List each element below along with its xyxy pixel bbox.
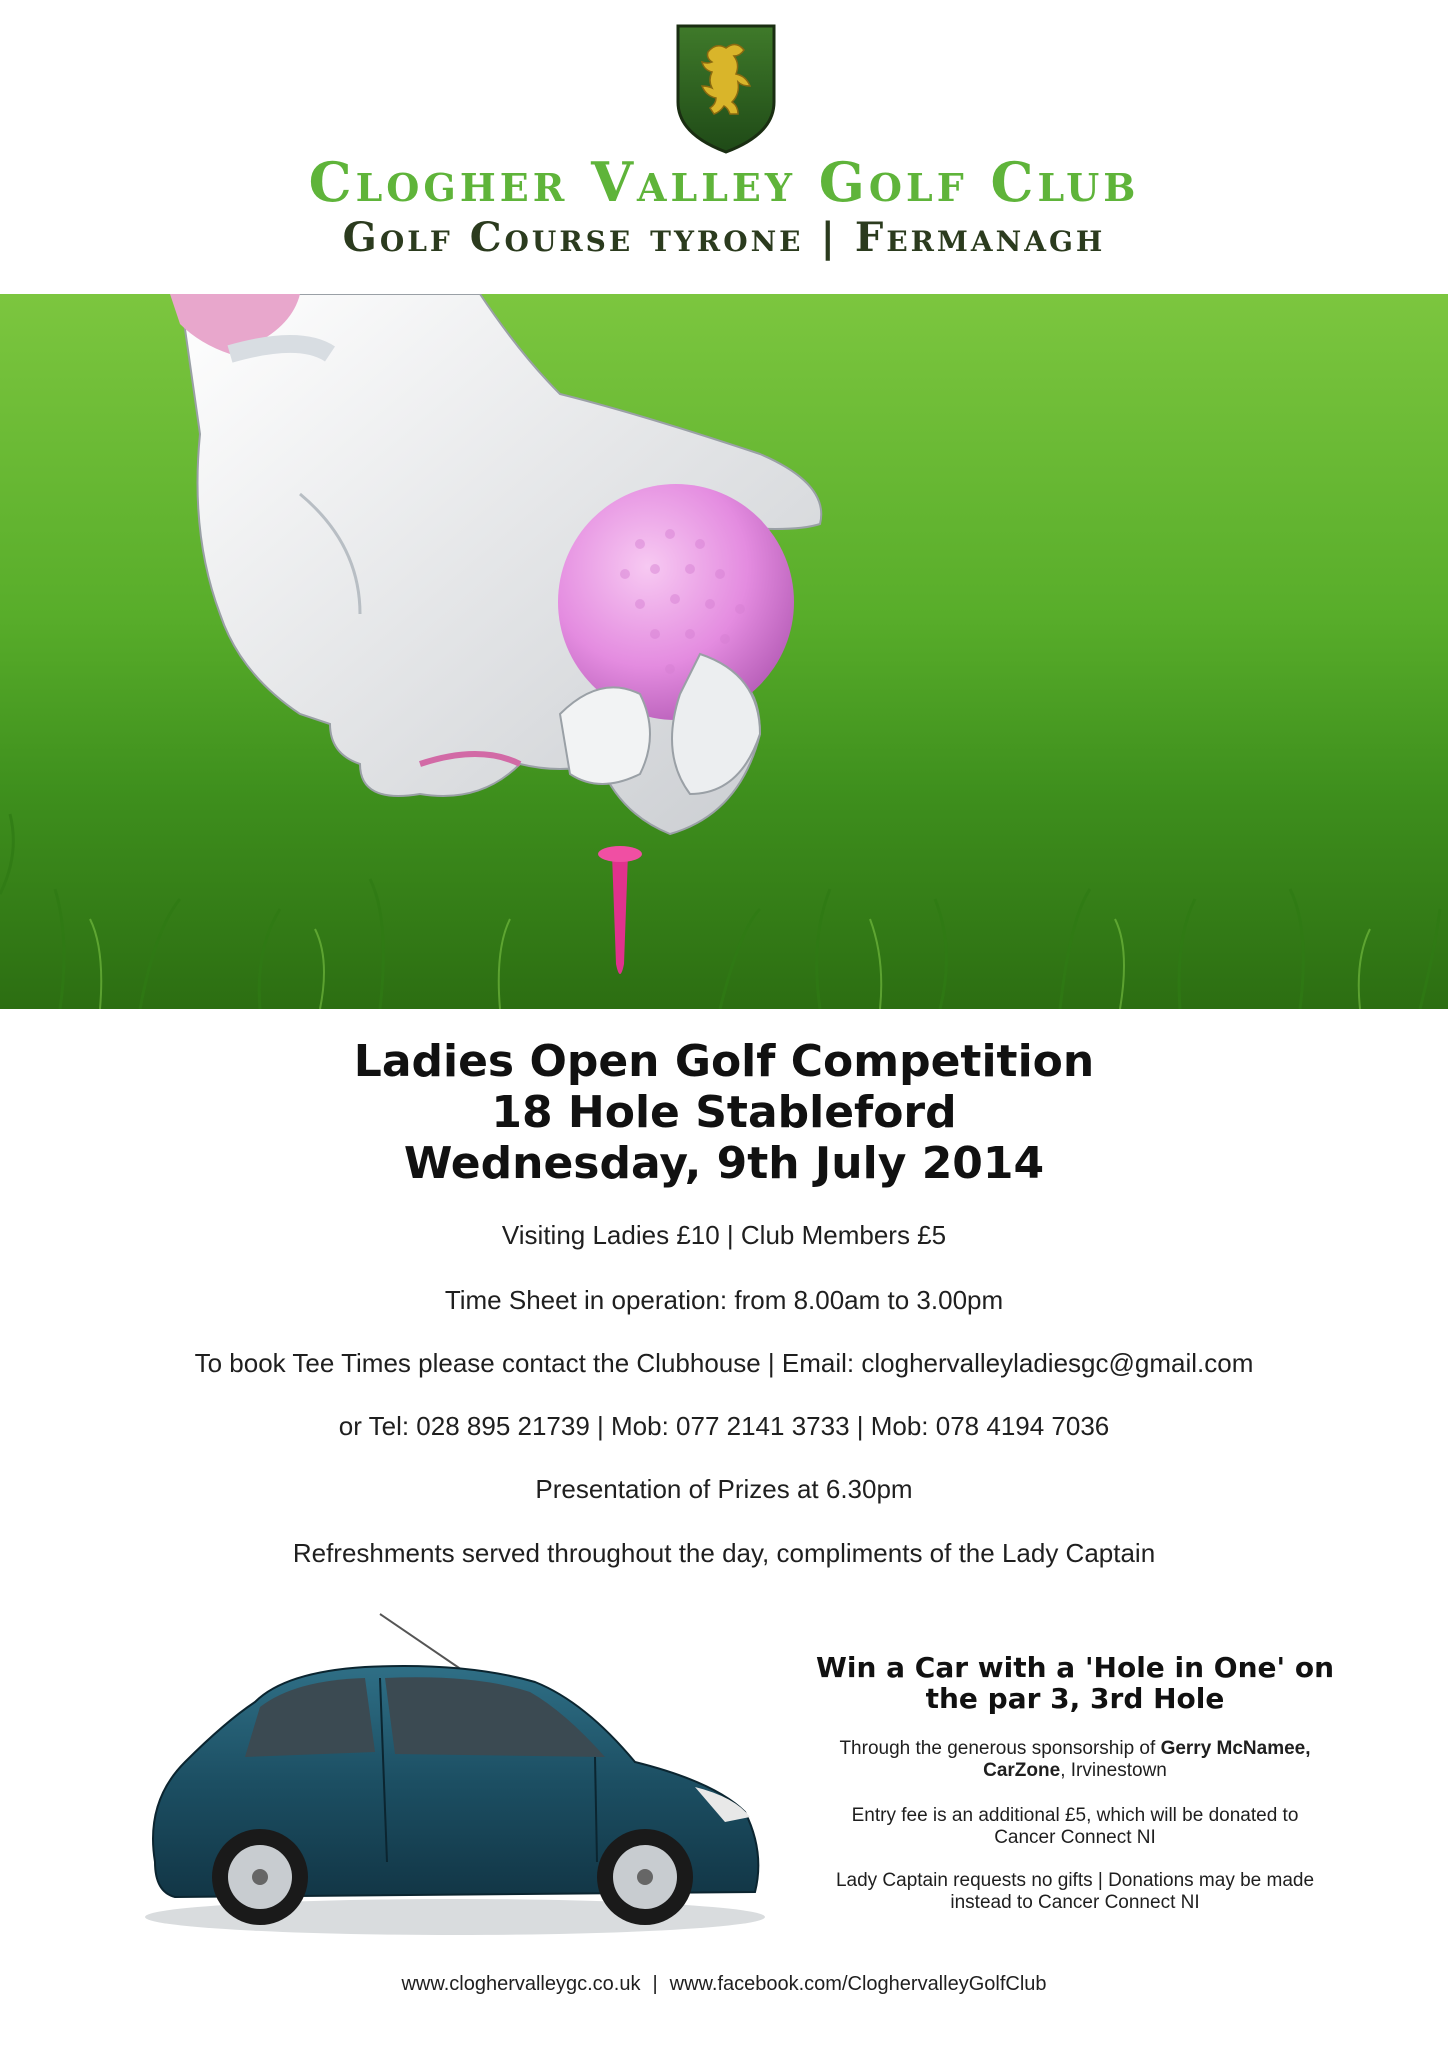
footer-separator: | (652, 1973, 658, 1995)
website-link[interactable]: www.cloghervalleygc.co.uk (401, 1973, 641, 1995)
prize-title (795, 1652, 1355, 1714)
entry-fees: Visiting Ladies £10 | Club Members £5 (501, 1220, 947, 1250)
lion-rampant-crest-icon (674, 22, 778, 156)
hero-image (0, 294, 1448, 1009)
prize-title-line1: Win a Car with a 'Hole in One' on (815, 1651, 1335, 1684)
entry-fee-donation (805, 1805, 1345, 1849)
sponsor-name: Gerry McNamee, (1160, 1738, 1311, 1759)
no-gifts-note (805, 1870, 1345, 1914)
time-sheet: Time Sheet in operation: from 8.00am to 3.00pm (444, 1285, 1004, 1315)
entry-fee-line1: Entry fee is an additional £5, which will be donated to (851, 1805, 1299, 1826)
gifts-line1: Lady Captain requests no gifts | Donations may be made (835, 1870, 1315, 1891)
refreshments: Refreshments served throughout the day, compliments of the Lady Captain (292, 1538, 1156, 1568)
sponsor-location: , Irvinestown (1060, 1760, 1167, 1781)
event-title: Ladies Open Golf Competition (353, 1036, 1095, 1087)
booking-phone: or Tel: 028 895 21739 | Mob: 077 2141 3733 | Mob: 078 4194 7036 (338, 1411, 1110, 1441)
booking-email: To book Tee Times please contact the Clubhouse | Email: cloghervalleyladiesgc@gmail.com (194, 1348, 1254, 1378)
prize-title-line2: the par 3, 3rd Hole (925, 1682, 1225, 1715)
blue-hatchback-car-icon (135, 1612, 785, 1942)
entry-fee-line2: Cancer Connect NI (994, 1827, 1156, 1848)
sponsorship-text (805, 1738, 1345, 1782)
gloved-hand-teeing-pink-golf-ball-icon (0, 294, 1448, 1009)
footer-links (0, 1973, 1448, 1996)
facebook-link[interactable]: www.facebook.com/CloghervalleyGolfClub (669, 1973, 1047, 1995)
gifts-line2: instead to Cancer Connect NI (950, 1892, 1200, 1913)
sponsor-company: CarZone (983, 1760, 1061, 1781)
club-name: Clogher Valley Golf Club (308, 150, 1140, 214)
club-subtitle: Golf Course tyrone | Fermanagh (342, 214, 1106, 261)
sponsor-prefix: Through the generous sponsorship of (839, 1738, 1161, 1759)
event-headline (0, 1036, 1448, 1189)
event-date: Wednesday, 9th July 2014 (403, 1138, 1045, 1189)
event-format: 18 Hole Stableford (491, 1087, 957, 1138)
prize-presentation: Presentation of Prizes at 6.30pm (535, 1474, 913, 1504)
